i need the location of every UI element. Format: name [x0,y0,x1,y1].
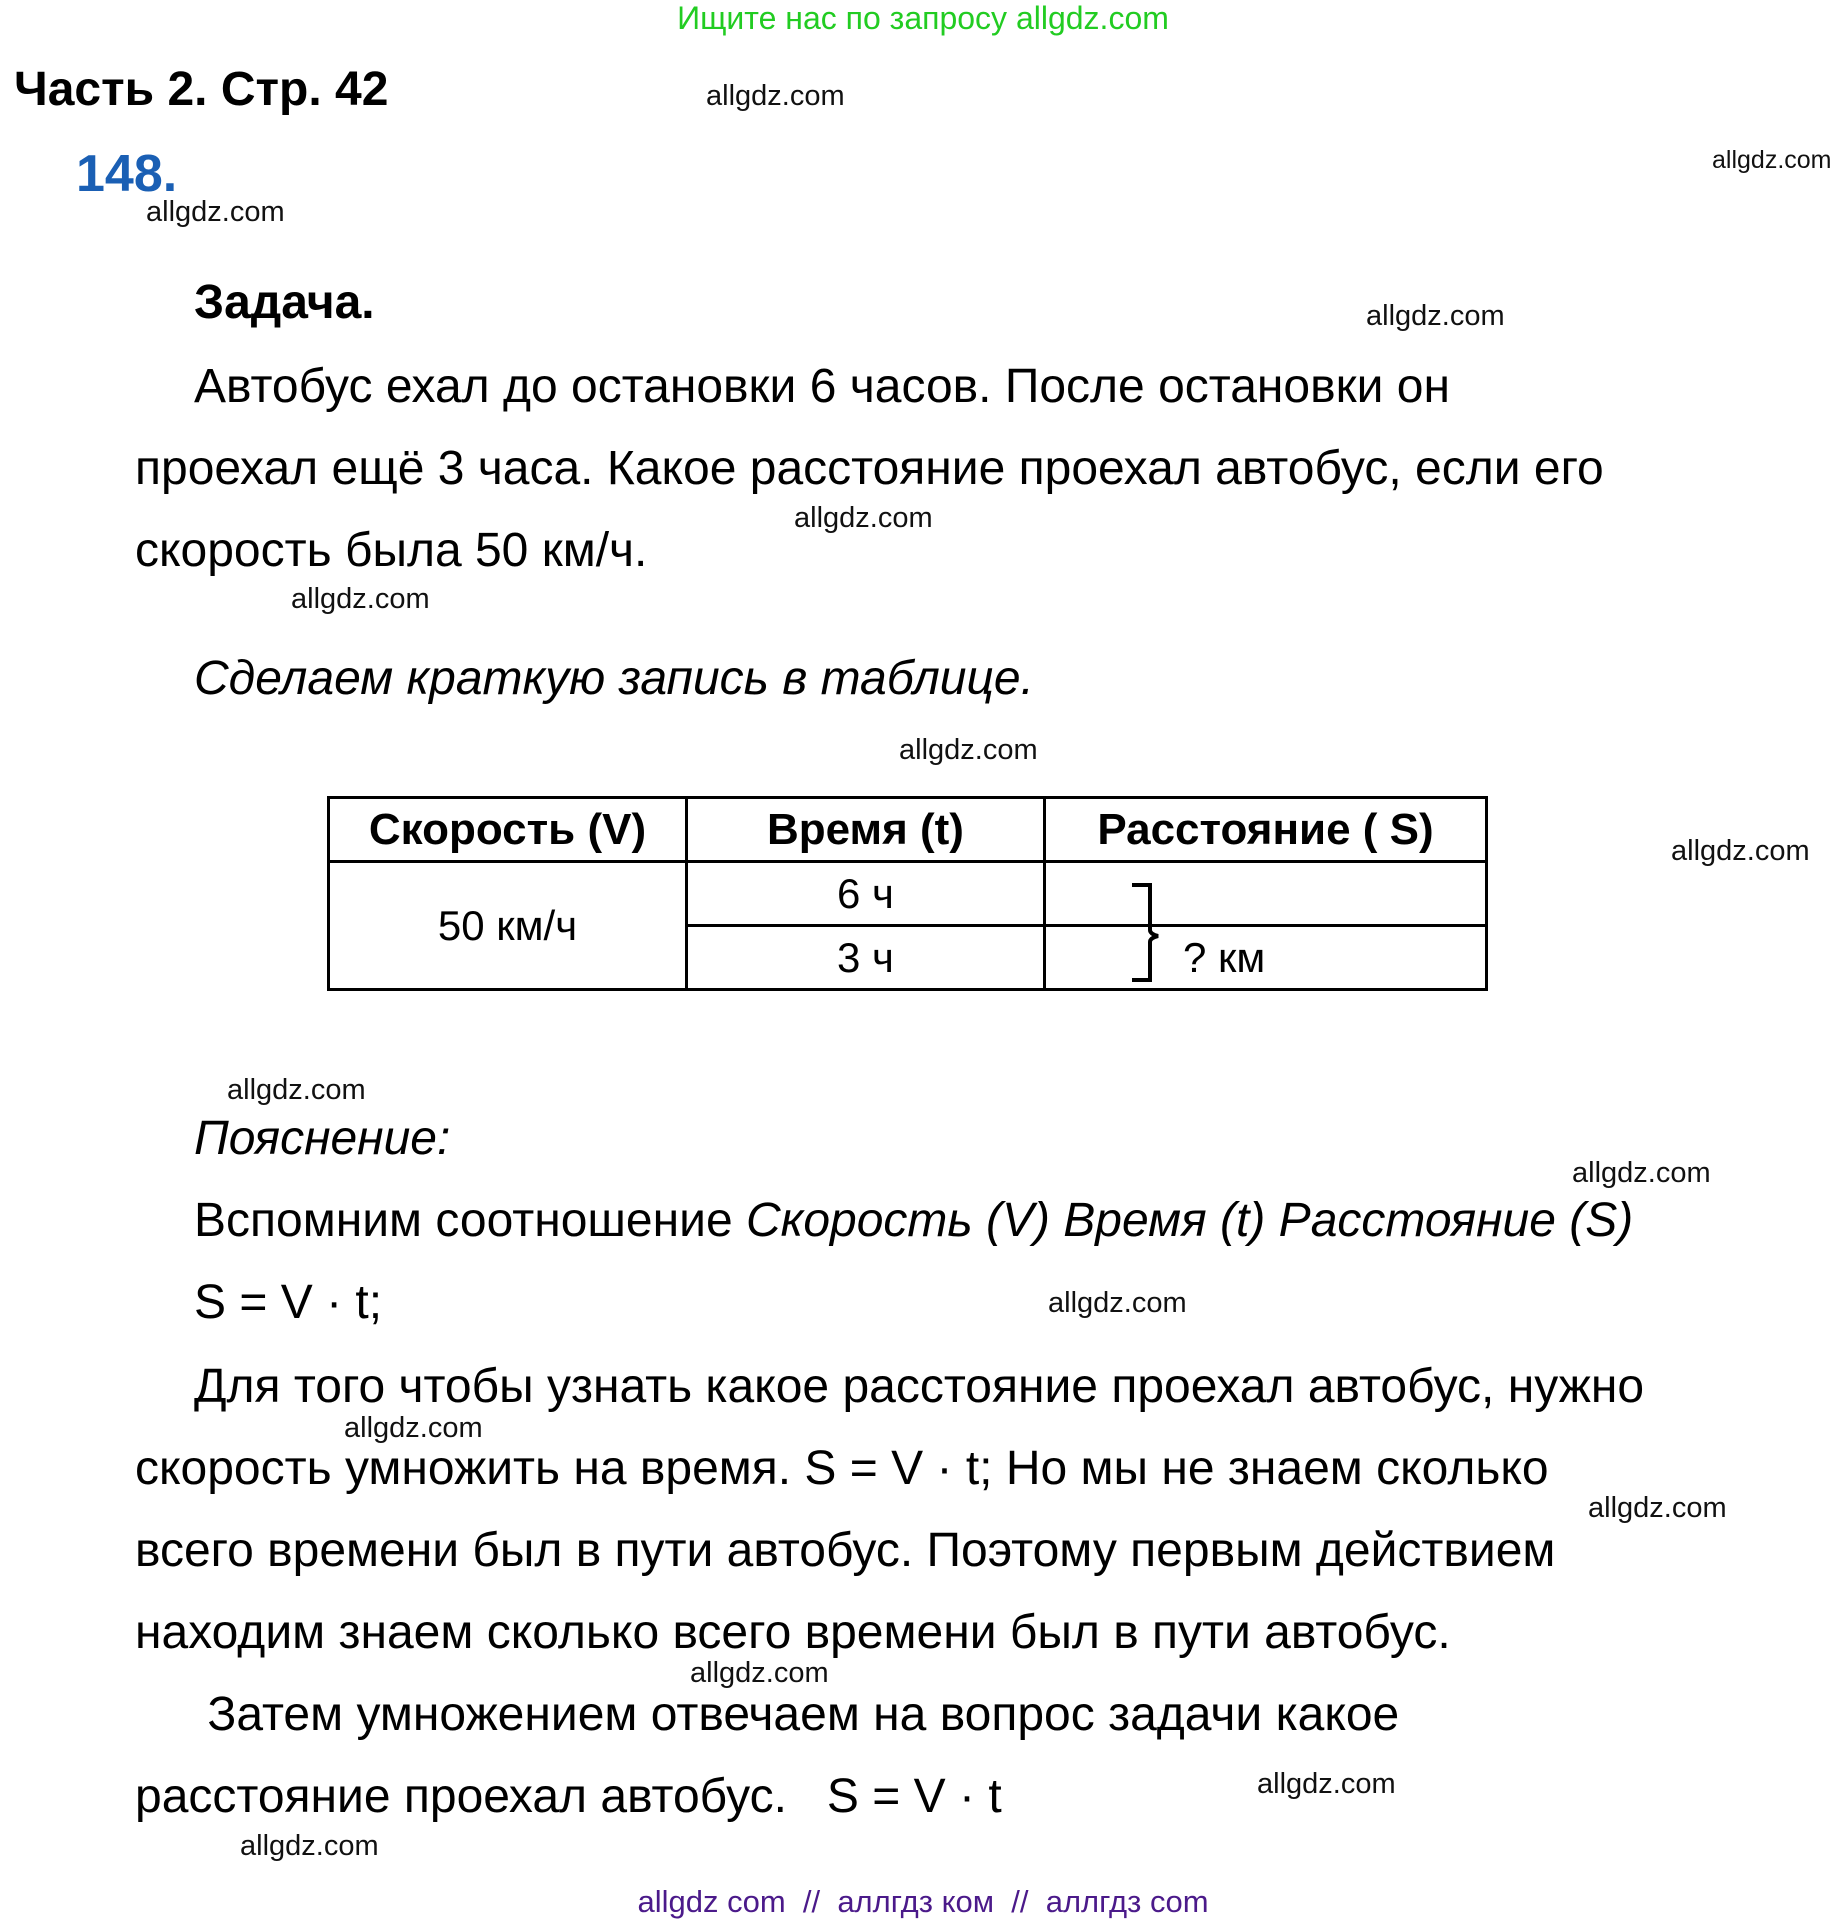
bottom-banner[interactable]: allgdz com // аллгдз ком // аллгдз com [637,1884,1209,1919]
watermark: allgdz.com [1588,1492,1727,1524]
top-banner[interactable]: Ищите нас по запросу allgdz.com [677,0,1169,36]
page-heading: Часть 2. Стр. 42 [14,63,389,116]
watermark: allgdz.com [899,734,1038,766]
table-intro: Сделаем краткую запись в таблице. [194,652,1034,705]
distance-unknown: ? км [1183,934,1266,981]
watermark: allgdz.com [146,196,285,228]
task-title: Задача. [194,276,375,329]
explanation-line: Затем умножением отвечаем на вопрос задачи какое [194,1688,1400,1741]
watermark: allgdz.com [291,583,430,615]
header-speed: Скорость (V) [329,798,687,862]
watermark: allgdz.com [706,80,845,112]
explanation-title: Пояснение: [194,1112,451,1165]
explanation-line: всего времени был в пути автобус. Поэтому первым действием [135,1524,1556,1577]
watermark: allgdz.com [1712,146,1832,174]
watermark: allgdz.com [794,502,933,534]
distance-cell-bottom [1045,926,1487,990]
time-cell: 6 ч [687,862,1045,926]
task-line: проехал ещё 3 часа. Какое расстояние проехал автобус, если его [135,442,1604,495]
header-time: Время (t) [687,798,1045,862]
watermark: allgdz.com [1366,300,1505,332]
watermark: allgdz.com [1572,1157,1711,1189]
explanation-text: Вспомним соотношение [194,1194,746,1247]
explanation-line: находим знаем сколько всего времени был в пути автобус. [135,1606,1451,1659]
watermark: allgdz.com [1257,1768,1396,1800]
explanation-line: скорость умножить на время. S = V · t; Но мы не знаем сколько [135,1442,1549,1495]
watermark: allgdz.com [1671,835,1810,867]
speed-cell: 50 км/ч [329,862,687,990]
brace-icon [1128,880,1168,985]
summary-table [327,796,1488,991]
explanation-line: расстояние проехал автобус. S = V · t [135,1770,1002,1823]
distance-cell-top [1045,862,1487,926]
task-line: Автобус ехал до остановки 6 часов. После остановки он [194,360,1450,413]
time-cell: 3 ч [687,926,1045,990]
watermark: allgdz.com [1048,1287,1187,1319]
exercise-number: 148. [76,145,178,203]
watermark: allgdz.com [227,1074,366,1106]
formula: S = V · t; [194,1276,383,1329]
explanation-line [194,1192,1633,1250]
explanation-line: Для того чтобы узнать какое расстояние проехал автобус, нужно [194,1360,1645,1413]
watermark: allgdz.com [344,1412,483,1444]
relation-formula: Скорость (V) Время (t) Расстояние (S) [745,1194,1634,1247]
header-distance: Расстояние ( S) [1045,798,1487,862]
watermark: allgdz.com [240,1830,379,1862]
task-line: скорость была 50 км/ч. [135,524,648,577]
watermark: allgdz.com [690,1657,829,1689]
